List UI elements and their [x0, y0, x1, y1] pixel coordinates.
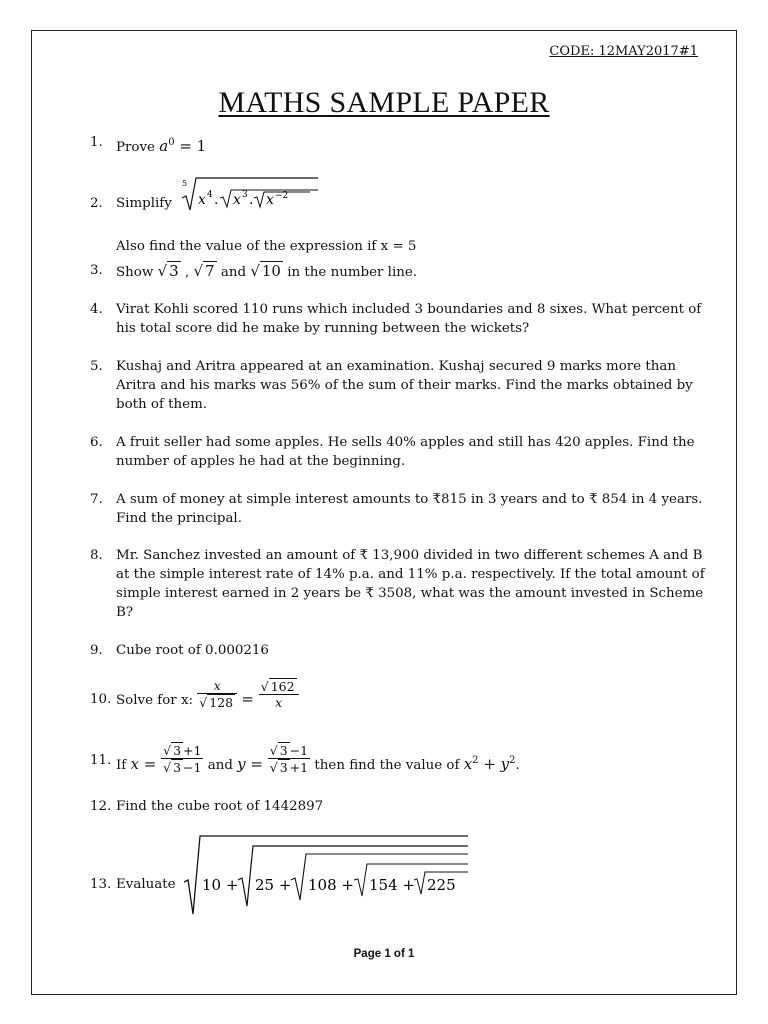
question-3: 3. Show √ 3 , √ 7 and √ 10 in the number line. [90, 262, 418, 280]
question-5 [90, 357, 710, 414]
question-12 [90, 797, 710, 816]
question-subtext: Also find the value of the expression if x = 5 [116, 239, 417, 254]
question-number: 9. [90, 643, 103, 658]
question-text: Cube root of 0.000216 [116, 643, 269, 658]
svg-text:.: . [214, 192, 219, 208]
nested-radical-evaluate [182, 834, 472, 918]
svg-text:x: x [198, 192, 206, 208]
svg-text:x: x [266, 192, 274, 208]
fraction-x: $\frac{√ 3 +1}{√ 3 -1}$ [163, 743, 202, 775]
fraction-right: $\frac{√ 162}{x}$ [259, 678, 299, 710]
svg-text:4: 4 [207, 190, 213, 200]
math-expression: $a^0 = 1$ [159, 137, 207, 155]
question-text: A fruit seller had some apples. He sells 40% apples and still has 420 apples. Find the number of apples he had at the beginning. [116, 435, 695, 469]
question-11: 11. If x = $\frac{√ 3 +1}{√ 3 -1}$ and y = $\frac{√ 3 -1}{√ 3 +1}$ then find the value of $x^2 + y^2$. [90, 743, 520, 775]
question-text: Show [116, 265, 154, 280]
question-number: 10. [90, 692, 112, 707]
fraction-y: $\frac{√ 3 -1}{√ 3 +1}$ [269, 743, 309, 775]
sqrt-7: √ 7 [193, 262, 215, 280]
question-text: Virat Kohli scored 110 runs which included 3 boundaries and 8 sixes. What percent of his total score did he make by running between the wickets? [116, 302, 702, 336]
question-text: Prove [116, 140, 155, 155]
question-number: 2. [90, 196, 103, 211]
nested-radical-expression [180, 176, 320, 216]
question-text: Evaluate [116, 877, 176, 892]
question-10: 10. Solve for x: $\frac{x}{√ 128}$ = $\frac{√ 162}{x}$ [90, 690, 710, 710]
page-number: Page 1 of 1 [353, 948, 415, 960]
question-number: 13. [90, 877, 112, 892]
svg-text:5: 5 [182, 179, 188, 188]
svg-text:10 +: 10 + [202, 876, 239, 894]
question-text: Find the cube root of 1442897 [116, 799, 324, 814]
svg-text:108 +: 108 + [308, 876, 354, 894]
svg-text:−2: −2 [275, 191, 289, 201]
question-text-end: in the number line. [287, 265, 418, 280]
question-text: If [116, 758, 127, 773]
math-expression: $x^2 + y^2$ [463, 755, 516, 773]
svg-text:3: 3 [242, 190, 248, 200]
sqrt-10: √ 10 [250, 262, 281, 280]
svg-text:x: x [233, 192, 241, 208]
question-number: 11. [90, 753, 112, 768]
question-4 [90, 300, 710, 338]
sqrt-3: √ 3 [157, 262, 179, 280]
question-number: 12. [90, 799, 112, 814]
paper-code: CODE: 12MAY2017#1 [549, 44, 698, 59]
question-number: 1. [90, 135, 103, 150]
question-text-end: then find the value of [314, 758, 460, 773]
question-8 [90, 546, 710, 622]
question-number: 6. [90, 435, 103, 450]
question-text: Kushaj and Aritra appeared at an examination. Kushaj secured 9 marks more than Aritra and his marks was 56% of the sum of their marks. Find the marks obtained by both of them. [116, 359, 693, 412]
svg-text:154 +: 154 + [369, 876, 415, 894]
question-7 [90, 490, 710, 528]
question-text: A sum of money at simple interest amounts to ₹815 in 3 years and to ₹ 854 in 4 years. Find the principal. [116, 492, 703, 526]
question-number: 5. [90, 359, 103, 374]
question-number: 3. [90, 263, 103, 278]
question-1 [90, 133, 710, 157]
fraction-left: $\frac{x}{√ 128}$ [197, 678, 237, 710]
question-text: Mr. Sanchez invested an amount of ₹ 13,900 divided in two different schemes A and B at the simple interest rate of 14% p.a. and 11% p.a. respectively. If the total amount of simple interest earned in 2 years be ₹ 3508, what was the amount invested in Scheme B? [116, 548, 705, 620]
question-number: 7. [90, 492, 103, 507]
svg-text:.: . [249, 192, 254, 208]
conjunction: and [220, 265, 247, 280]
question-number: 8. [90, 548, 103, 563]
title-text: MATHS SAMPLE PAPER [218, 86, 550, 119]
question-2 [90, 179, 710, 256]
svg-text:25 +: 25 + [255, 876, 292, 894]
svg-text:225: 225 [427, 876, 456, 894]
question-6 [90, 433, 710, 471]
question-number: 4. [90, 302, 103, 317]
question-text: Solve for x: [116, 693, 194, 708]
question-9 [90, 641, 710, 660]
conjunction: and [207, 758, 233, 773]
page-title [0, 86, 768, 120]
question-text: Simplify [116, 196, 172, 211]
